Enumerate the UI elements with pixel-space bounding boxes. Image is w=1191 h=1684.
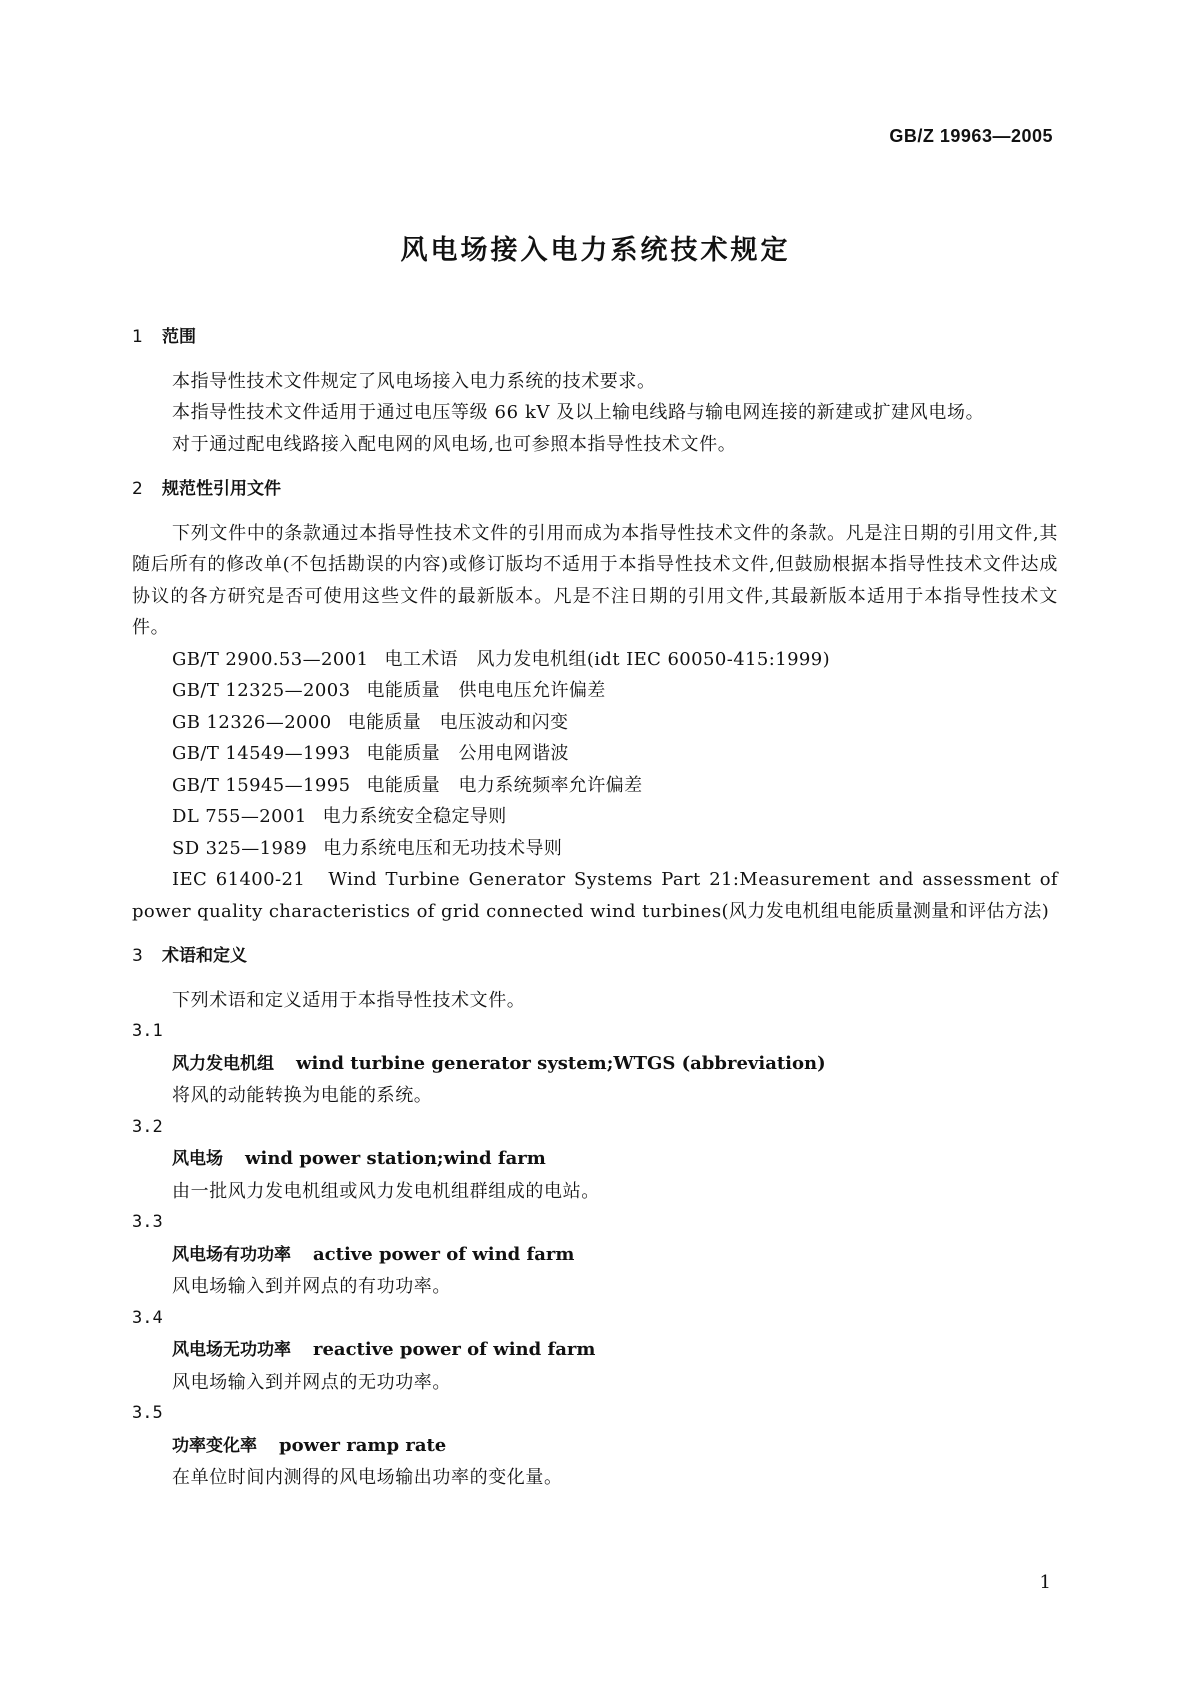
reference-code: GB/T 14549—1993 [172,743,351,764]
term-en: reactive power of wind farm [313,1339,596,1360]
paragraph: 本指导性技术文件规定了风电场接入电力系统的技术要求。 [172,370,656,392]
reference-item [132,770,1058,802]
reference-code: GB/T 15945—1995 [172,774,351,796]
section-heading-scope [132,322,1058,354]
reference-title: 电能质量 供电电压允许偏差 [366,680,606,701]
paragraph: 下列文件中的条款通过本指导性技术文件的引用而成为本指导性技术文件的条款。凡是注日期的引用文件,其随后所有的修改单(不包括勘误的内容)或修订版均不适用于本指导性技术文件,但鼓励根据本指导性技术文件达成协议的各方研究是否可使用这些文件的最新版本。凡是不注日期的引用文件,其最新版本适用于本指导性技术文件。 [132,522,1058,638]
term-number: 3.4 [132,1307,163,1328]
section-number: 2 [132,479,143,499]
reference-item [132,801,1058,833]
paragraph: 下列术语和定义适用于本指导性技术文件。 [172,989,526,1011]
page-number: 1 [1039,1572,1051,1593]
term-zh: 功率变化率 [172,1435,257,1456]
section-title: 规范性引用文件 [162,479,281,499]
standard-code: GB/Z 19963—2005 [889,126,1053,146]
section-number: 3 [132,946,143,966]
section-heading-normative-references [132,474,1058,506]
reference-code: GB/T 2900.53—2001 [172,648,369,670]
term-en: wind power station;wind farm [245,1148,546,1169]
reference-title: 电能质量 公用电网谐波 [366,743,569,764]
term-zh: 风力发电机组 [172,1053,274,1074]
term-definition: 将风的动能转换为电能的系统。 [172,1085,433,1106]
term-definition: 在单位时间内测得的风电场输出功率的变化量。 [172,1467,563,1488]
reference-item [132,738,1058,770]
term-zh: 风电场 [172,1149,223,1169]
term-number: 3.3 [132,1212,163,1232]
term-definition: 风电场输入到并网点的有功功率。 [172,1276,451,1297]
reference-code: DL 755—2001 [172,806,307,827]
paragraph: 本指导性技术文件适用于通过电压等级 66 kV 及以上输电线路与输电网连接的新建或扩建风电场。 [172,402,985,423]
document-body [132,322,1058,1494]
section-number: 1 [132,327,143,347]
term-number: 3.1 [132,1021,163,1041]
reference-item [132,833,1058,865]
section-title: 范围 [162,327,196,347]
term-name [132,1239,1058,1272]
term-en: active power of wind farm [313,1243,575,1265]
reference-code: SD 325—1989 [172,837,308,859]
reference-title: 电力系统安全稳定导则 [322,806,507,827]
section-heading-terms-definitions [132,941,1058,973]
reference-title: 电力系统电压和无功技术导则 [323,837,563,859]
reference-code: GB/T 12325—2003 [172,680,351,701]
term-zh: 风电场有功功率 [172,1244,291,1265]
term-zh: 风电场无功功率 [172,1340,291,1360]
term-name [132,1048,1058,1081]
reference-title: 电能质量 电力系统频率允许偏差 [366,774,643,796]
reference-code: GB 12326—2000 [172,711,332,733]
term-number: 3.2 [132,1116,163,1137]
section-title: 术语和定义 [162,946,247,966]
term-name [132,1143,1058,1176]
term-en: wind turbine generator system;WTGS (abbreviation) [296,1052,826,1074]
paragraph: 对于通过配电线路接入配电网的风电场,也可参照本指导性技术文件。 [172,433,737,455]
term-name [132,1430,1058,1463]
term-definition: 由一批风力发电机组或风力发电机组群组成的电站。 [172,1180,600,1202]
term-number: 3.5 [132,1403,163,1423]
reference-item-iec: IEC 61400-21 Wind Turbine Generator Systems Part 21:Measurement and assessment of power quality characteristics of grid connected wind turbines(风力发电机组电能质量测量和评估方法) [132,869,1058,922]
reference-item [132,707,1058,739]
term-definition: 风电场输入到并网点的无功功率。 [172,1371,451,1393]
reference-item [132,644,1058,676]
term-en: power ramp rate [279,1434,447,1456]
reference-item [132,675,1058,707]
document-title: 风电场接入电力系统技术规定 [400,235,791,266]
reference-title: 电能质量 电压波动和闪变 [347,711,569,733]
term-name [132,1334,1058,1367]
reference-title: 电工术语 风力发电机组(idt IEC 60050-415:1999) [384,648,831,670]
